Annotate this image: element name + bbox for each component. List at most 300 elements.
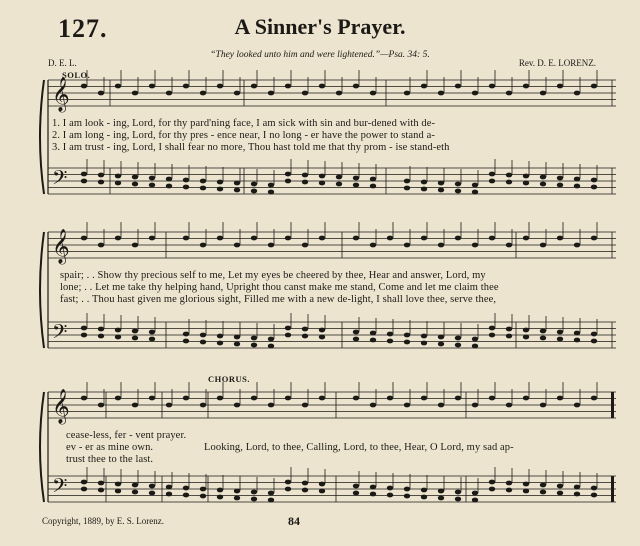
note-head [370,338,376,343]
note-head [489,487,495,492]
note-head [98,327,104,332]
note-head [438,489,444,494]
note-head [268,190,274,195]
note-head [353,330,359,335]
note-head [251,236,257,241]
note-head [81,487,87,492]
note-head [387,339,393,344]
note-head [574,338,580,343]
note-head [387,396,393,401]
bass-clef-icon: 𝄢 [52,320,68,348]
note-head [574,177,580,182]
note-head [370,184,376,189]
note-head [285,172,291,177]
note-head [251,497,257,502]
note-head [268,498,274,503]
note-head [251,182,257,187]
note-head [421,341,427,346]
note-head [132,483,138,488]
note-head [217,334,223,339]
copyright-notice: Copyright, 1889, by E. S. Lorenz. [42,516,164,526]
note-head [540,91,546,96]
note-head [319,181,325,186]
note-head [404,403,410,408]
system2-verse1-lyrics: spair; . . Show thy precious self to me, Let my eyes be cheered by thee, Hear and answer, Lord, my [60,270,486,281]
note-head [591,339,597,344]
note-head [523,174,529,179]
note-head [421,495,427,500]
composer-credit: D. E. L. [48,58,77,68]
note-head [404,494,410,499]
note-head [506,403,512,408]
note-head [115,396,121,401]
note-head [506,173,512,178]
note-head [217,187,223,192]
bracket [40,392,44,502]
note-head [438,91,444,96]
note-head [183,486,189,491]
note-head [268,91,274,96]
note-head [404,179,410,184]
note-head [319,489,325,494]
note-head [557,491,563,496]
bracket [40,80,44,194]
note-head [251,490,257,495]
note-head [234,496,240,501]
note-head [251,189,257,194]
system1-verse2-lyrics: 2. I am long - ing, Lord, for thy pres - ence near, I no long - er have the power to stand a- [52,130,435,141]
note-head [336,182,342,187]
note-head [285,236,291,241]
note-head [285,84,291,89]
note-head [557,484,563,489]
note-head [81,172,87,177]
note-head [506,180,512,185]
note-head [438,243,444,248]
note-head [489,396,495,401]
note-head [234,243,240,248]
note-head [285,396,291,401]
final-barline [611,476,614,502]
note-head [353,337,359,342]
note-head [370,485,376,490]
note-head [370,177,376,182]
note-head [421,187,427,192]
note-head [132,490,138,495]
note-head [540,329,546,334]
note-head [455,396,461,401]
note-head [200,91,206,96]
note-head [472,337,478,342]
note-head [489,84,495,89]
note-head [302,91,308,96]
note-head [455,189,461,194]
note-head [183,332,189,337]
note-head [302,403,308,408]
note-head [557,236,563,241]
note-head [591,396,597,401]
note-head [251,343,257,348]
note-head [149,337,155,342]
note-head [115,328,121,333]
note-head [149,236,155,241]
note-head [557,330,563,335]
note-head [81,326,87,331]
note-head [523,84,529,89]
note-head [404,91,410,96]
note-head [149,183,155,188]
note-head [285,333,291,338]
note-head [523,396,529,401]
note-head [438,188,444,193]
note-head [81,480,87,485]
note-head [285,326,291,331]
note-head [285,487,291,492]
note-head [234,342,240,347]
note-head [472,498,478,503]
note-head [557,396,563,401]
note-head [370,492,376,497]
note-head [200,186,206,191]
note-head [421,84,427,89]
bass-staff-2 [48,322,616,348]
note-head [251,336,257,341]
note-head [183,185,189,190]
note-head [506,481,512,486]
note-head [268,337,274,342]
note-head [200,179,206,184]
note-head [234,181,240,186]
note-head [302,327,308,332]
note-head [404,333,410,338]
note-head [115,335,121,340]
page-number: 84 [288,514,300,528]
note-head [81,179,87,184]
note-head [591,493,597,498]
note-head [302,481,308,486]
note-head [132,175,138,180]
note-head [115,181,121,186]
note-head [438,403,444,408]
note-head [183,84,189,89]
note-head [438,496,444,501]
note-head [489,333,495,338]
note-head [387,332,393,337]
note-head [523,328,529,333]
note-head [149,176,155,181]
note-head [132,336,138,341]
note-head [472,344,478,349]
note-head [200,487,206,492]
note-head [268,344,274,349]
note-head [353,491,359,496]
note-head [506,327,512,332]
note-head [455,182,461,187]
note-head [506,91,512,96]
note-head [217,84,223,89]
note-head [268,183,274,188]
note-head [200,243,206,248]
note-head [132,329,138,334]
note-head [506,243,512,248]
note-head [319,84,325,89]
note-head [149,491,155,496]
note-head [472,491,478,496]
note-head [98,91,104,96]
note-head [353,176,359,181]
note-head [285,179,291,184]
note-head [115,236,121,241]
note-head [183,339,189,344]
note-head [489,236,495,241]
note-head [574,485,580,490]
note-head [540,483,546,488]
note-head [115,174,121,179]
bass-clef-icon: 𝄢 [52,474,68,502]
note-head [81,84,87,89]
note-head [455,497,461,502]
note-head [234,403,240,408]
note-head [591,178,597,183]
note-head [149,484,155,489]
system3-verse1-lyrics: cease-less, fer - vent prayer. [66,430,187,441]
system3-verse2-lyrics: ev - er as mine own. [66,442,154,453]
note-head [591,84,597,89]
note-head [574,184,580,189]
note-head [523,335,529,340]
note-head [591,332,597,337]
note-head [421,180,427,185]
note-head [81,333,87,338]
note-head [489,480,495,485]
note-head [489,179,495,184]
bracket [40,232,44,348]
note-head [319,396,325,401]
note-head [251,396,257,401]
note-head [200,333,206,338]
note-head [523,181,529,186]
note-head [353,484,359,489]
note-head [387,493,393,498]
system2-verse2-lyrics: lone; . . Let me take thy helping hand, Upright thou canst make me stand, Come and let me claim thee [60,282,499,293]
note-head [98,180,104,185]
treble-clef-icon: 𝄞 [52,77,70,112]
hymn-title: A Sinner's Prayer. [234,14,406,39]
note-head [132,243,138,248]
note-head [217,488,223,493]
note-head [319,328,325,333]
note-head [472,190,478,195]
note-head [438,342,444,347]
note-head [472,91,478,96]
author-credit: Rev. D. E. LORENZ. [518,58,596,68]
note-head [217,180,223,185]
chorus-lyrics: Looking, Lord, to thee, Calling, Lord, to thee, Hear, O Lord, my sad ap- [204,442,514,453]
note-head [506,488,512,493]
note-head [302,334,308,339]
note-head [591,236,597,241]
note-head [234,91,240,96]
note-head [336,91,342,96]
treble-clef-icon: 𝄞 [52,229,70,264]
note-head [404,487,410,492]
note-head [421,488,427,493]
note-head [574,403,580,408]
note-head [455,236,461,241]
note-head [132,403,138,408]
note-head [540,490,546,495]
note-head [98,173,104,178]
note-head [268,243,274,248]
bass-clef-icon: 𝄢 [52,166,68,194]
note-head [540,336,546,341]
note-head [404,340,410,345]
note-head [217,236,223,241]
note-head [132,182,138,187]
note-head [98,334,104,339]
note-head [268,491,274,496]
note-head [455,336,461,341]
note-head [353,183,359,188]
solo-marking: SOLO. [62,70,91,80]
note-head [200,494,206,499]
note-head [421,396,427,401]
note-head [574,91,580,96]
bass-staff-1 [48,168,616,194]
note-head [166,177,172,182]
note-head [438,335,444,340]
note-head [472,403,478,408]
note-head [302,243,308,248]
note-head [115,84,121,89]
note-head [353,84,359,89]
note-head [319,236,325,241]
note-head [302,180,308,185]
note-head [251,84,257,89]
note-head [115,482,121,487]
note-head [285,480,291,485]
note-head [540,403,546,408]
note-head [438,181,444,186]
note-head [81,396,87,401]
note-head [370,243,376,248]
note-head [98,243,104,248]
note-head [353,236,359,241]
note-head [302,488,308,493]
note-head [98,481,104,486]
note-head [404,243,410,248]
note-head [149,330,155,335]
note-head [489,172,495,177]
treble-clef-icon: 𝄞 [52,389,70,424]
bass-staff-3 [48,476,616,502]
note-head [387,486,393,491]
note-head [557,84,563,89]
final-barline [611,392,614,418]
note-head [319,174,325,179]
note-head [557,183,563,188]
note-head [557,176,563,181]
note-head [183,178,189,183]
note-head [523,236,529,241]
scripture-epigraph: “They looked unto him and were lightened.”—Psa. 34: 5. [210,50,430,60]
note-head [523,489,529,494]
note-head [149,84,155,89]
note-head [234,335,240,340]
note-head [472,243,478,248]
note-head [166,403,172,408]
note-head [200,340,206,345]
note-head [591,185,597,190]
note-head [387,236,393,241]
note-head [98,403,104,408]
note-head [234,188,240,193]
note-head [183,396,189,401]
note-head [574,331,580,336]
note-head [523,482,529,487]
note-head [149,396,155,401]
note-head [370,331,376,336]
note-head [336,175,342,180]
system3-verse3-lyrics: trust thee to the last. [66,454,154,465]
note-head [489,326,495,331]
note-head [166,492,172,497]
note-head [421,334,427,339]
note-head [540,182,546,187]
note-head [574,492,580,497]
note-head [540,243,546,248]
note-head [421,236,427,241]
system1-verse1-lyrics: 1. I am look - ing, Lord, for thy pard'ning face, I am sick with sin and bur-dened with de- [52,118,436,129]
note-head [319,482,325,487]
note-head [268,403,274,408]
note-head [98,488,104,493]
note-head [115,489,121,494]
note-head [557,337,563,342]
note-head [574,243,580,248]
note-head [183,493,189,498]
note-head [506,334,512,339]
note-head [353,396,359,401]
note-head [472,183,478,188]
hymn-number: 127. [58,14,108,43]
note-head [217,341,223,346]
note-head [234,489,240,494]
note-head [404,186,410,191]
system1-verse3-lyrics: 3. I am trust - ing, Lord, I shall fear no more, Thou hast told me that thy prom - ise stand-eth [52,142,450,153]
note-head [540,175,546,180]
note-head [183,236,189,241]
note-head [81,236,87,241]
note-head [455,84,461,89]
chorus-marking: CHORUS. [208,374,250,384]
note-head [200,403,206,408]
note-head [166,485,172,490]
note-head [455,490,461,495]
note-head [370,403,376,408]
note-head [217,495,223,500]
note-head [591,486,597,491]
note-head [217,396,223,401]
note-head [319,335,325,340]
note-head [302,173,308,178]
note-head [455,343,461,348]
note-head [166,184,172,189]
note-head [132,91,138,96]
system2-verse3-lyrics: fast; . . Thou hast given me glorious sight, Filled me with a new de-light, I shall love thee, serve thee, [60,294,497,305]
note-head [166,91,172,96]
note-head [370,91,376,96]
